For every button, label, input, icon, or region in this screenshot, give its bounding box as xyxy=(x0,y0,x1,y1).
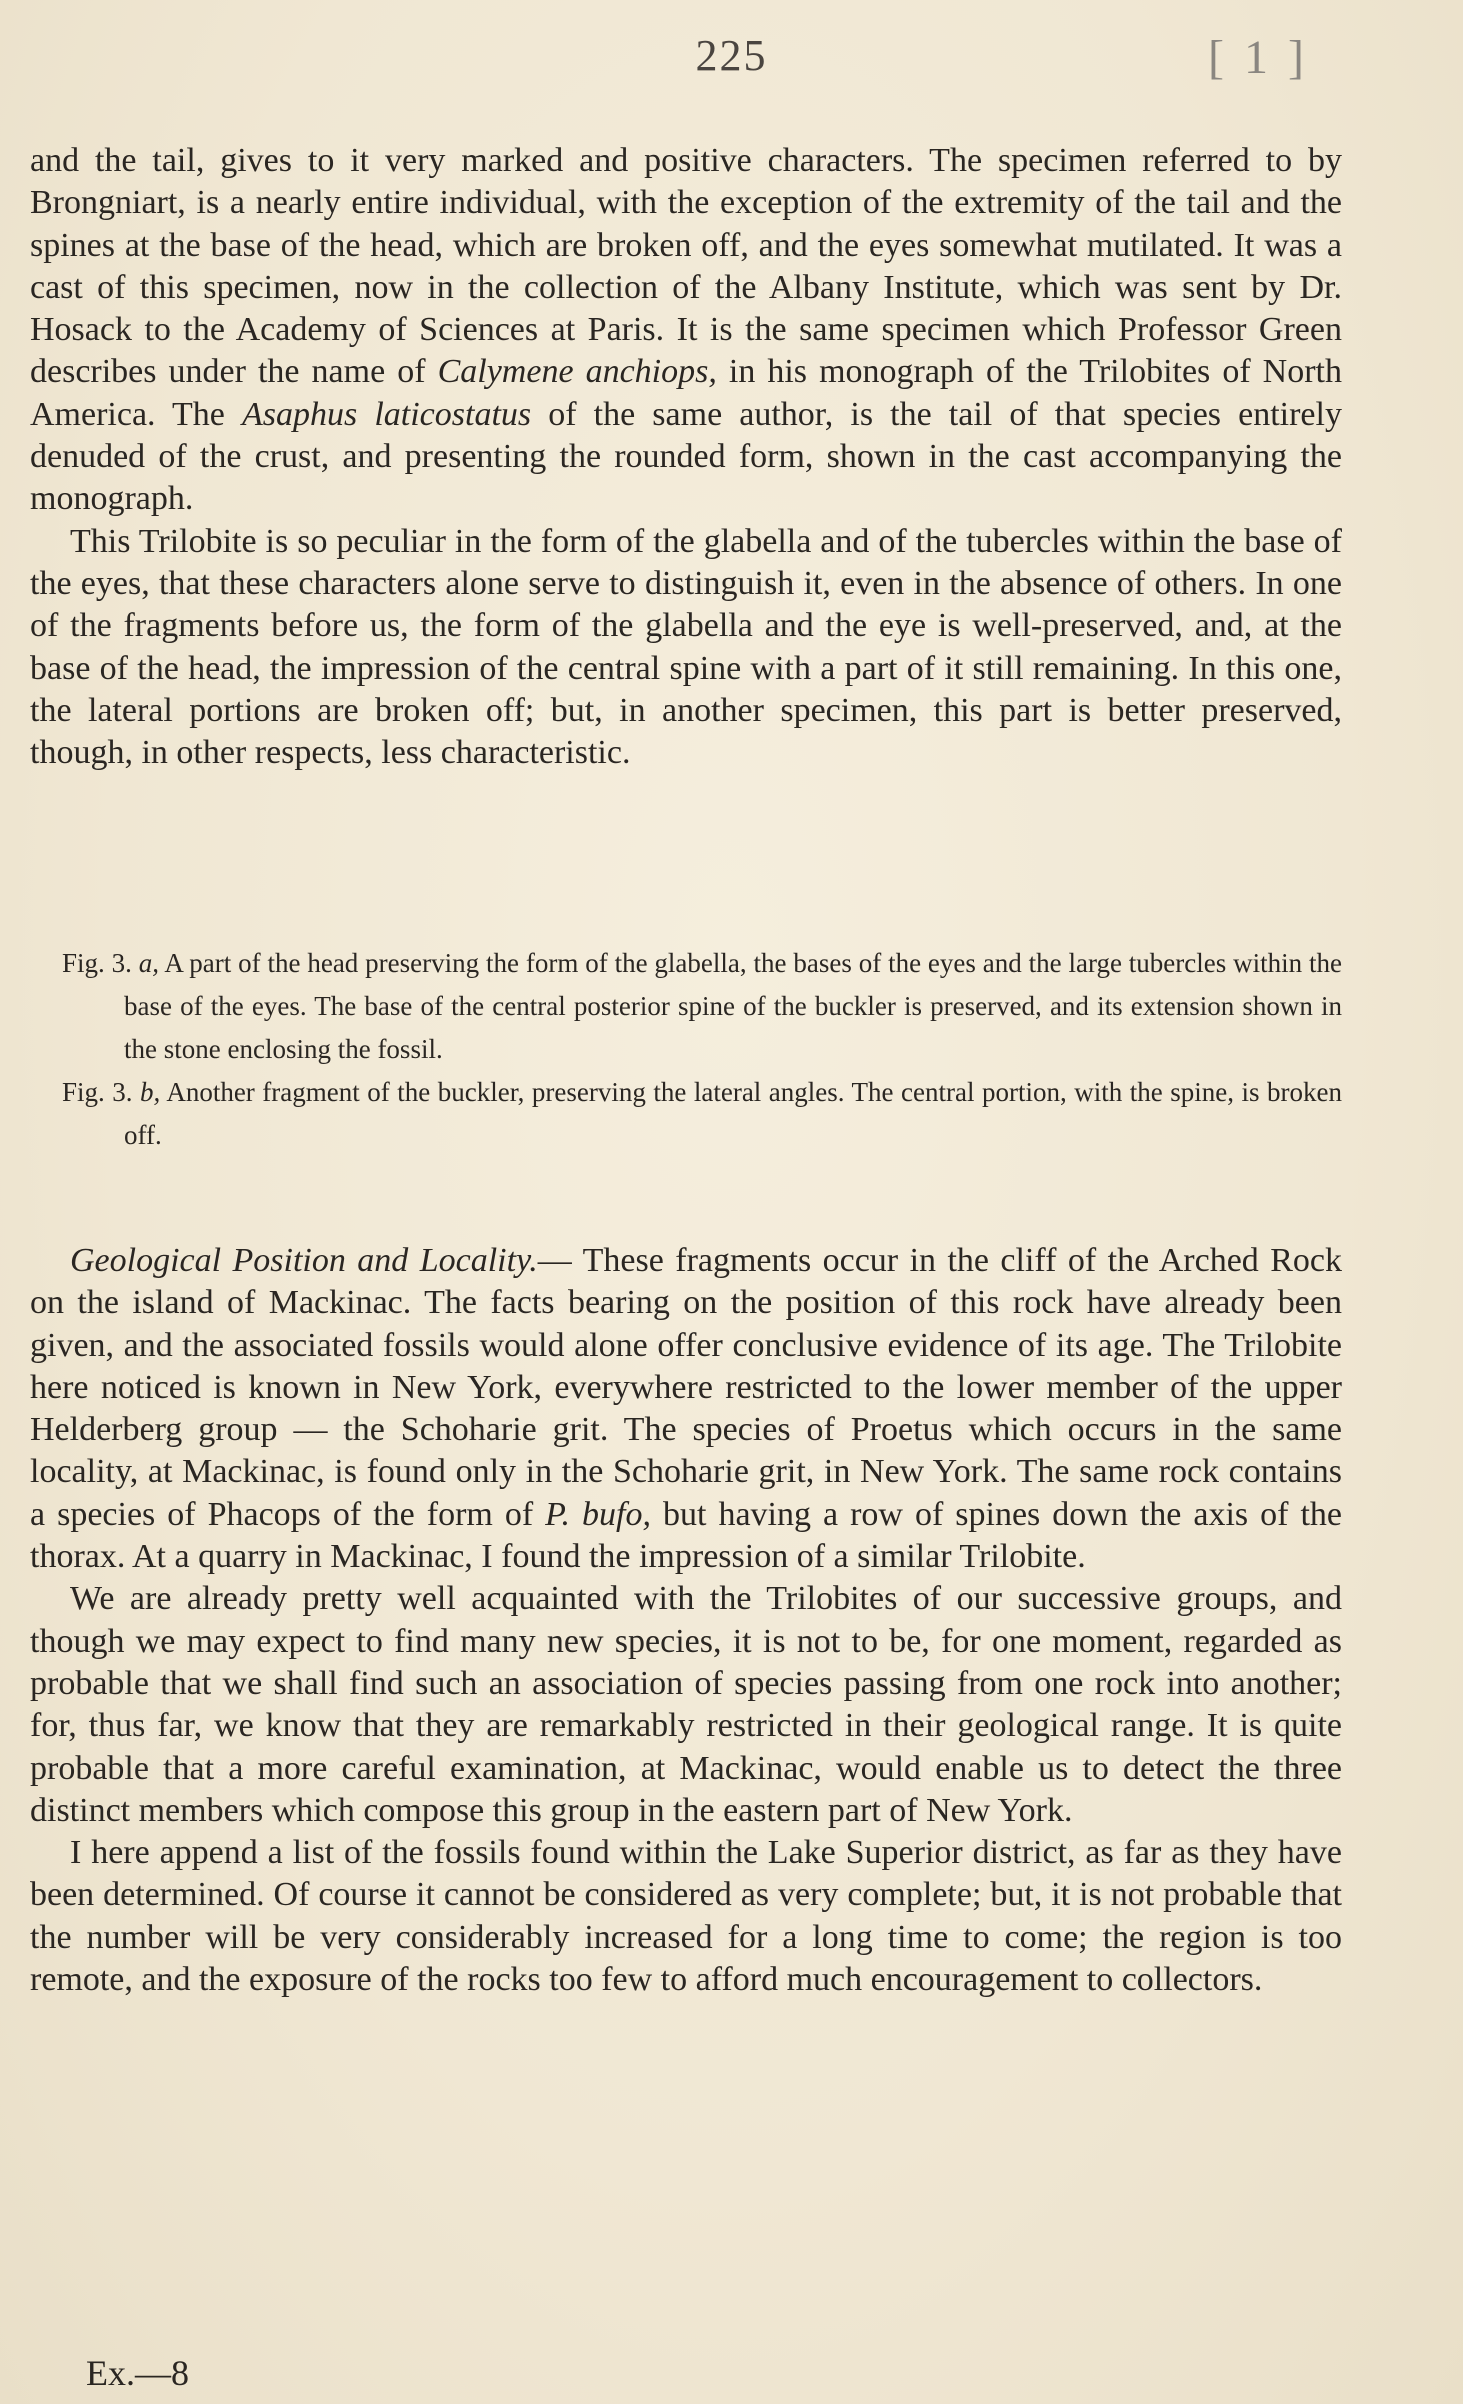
paragraph-locality: Geological Position and Locality.— These fragments occur in the cliff of the Arched Rock on the island of Mackinac. The facts bearing on the position of this rock have already been given, and the associated fossils would alone offer conclusive evidence of its age. The Trilobite here noticed is known in New York, everywhere restricted to the lower member of the upper Helderberg group — the Schoharie grit. The species of Proetus which occurs in the same locality, at Mackinac, is found only in the Schoharie grit, in New York. The same rock contains a species of Phacops of the form of P. bufo, but having a row of spines down the axis of the thorax. At a quarry in Mackinac, I found the impression of a similar Trilobite. xyxy=(30,1242,1343,1576)
paragraph-fossil-list-intro: I here append a list of the fossils found within the Lake Superior district, as far as they have been determined. Of course it cannot be considered as very complete; but, it is not probable that the number will be very considerably increased for a long time to come; the region is too remote, and the exposure of the rocks too few to afford much encouragement to collectors. xyxy=(30,1834,1342,1999)
section-heading: Geological Position and Locality. xyxy=(70,1242,538,1279)
figure-captions xyxy=(62,942,1342,1157)
section-geological-position xyxy=(30,1240,1342,2001)
paragraph-successive-groups: We are already pretty well acquainted with the Trilobites of our successive groups, and though we may expect to find many new species, it is not to be, for one moment, regarded as probable that we shall find such an association of species passing from one rock into another; for, thus far, we know that they are remarkably restricted in their geological range. It is quite probable that a more careful examination, at Mackinac, would enable us to detect the three distinct members which compose this group in the eastern part of New York. xyxy=(30,1580,1342,1829)
paragraph-specimen-history: and the tail, gives to it very marked and positive characters. The specimen referred to by Brongniart, is a nearly entire individual, with the exception of the extremity of the tail and the spines at the base of the head, which are broken off, and the eyes somewhat mutilated. It was a cast of this specimen, now in the collection of the Albany Institute, which was sent by Dr. Hosack to the Academy of Sciences at Paris. It is the same specimen which Professor Green describes under the name of Calymene anchiops, in his monograph of the Trilobites of North America. The Asaphus laticostatus of the same author, is the tail of that species entirely denuded of the crust, and presenting the rounded form, shown in the cast accompanying the monograph. xyxy=(30,142,1342,518)
species-name-calymene: Calymene anchiops, xyxy=(437,353,717,391)
caption-fig-3b: Fig. 3. b, Another fragment of the buckler, preserving the lateral angles. The central portion, with the spine, is broken off. xyxy=(62,1077,1342,1150)
species-name-asaphus: Asaphus laticostatus xyxy=(242,395,532,433)
bracket-page-mark: [ 1 ] xyxy=(1208,31,1308,84)
page-number: 225 xyxy=(695,31,768,80)
caption-fig-3a: Fig. 3. a, A part of the head preserving the form of the glabella, the bases of the eyes and the large tubercles within the base of the eyes. The base of the central posterior spine of the buckler is preserved, and its extension shown in the stone enclosing the fossil. xyxy=(62,948,1342,1064)
paragraph-glabella-characters: This Trilobite is so peculiar in the form of the glabella and of the tubercles within the base of the eyes, that these characters alone serve to distinguish it, even in the absence of others. In one of the fragments before us, the form of the glabella and the eye is well-preserved, and, at the base of the head, the impression of the central spine with a part of it still remaining. In this one, the lateral portions are broken off; but, in another specimen, this part is better preserved, though, in other respects, less characteristic. xyxy=(30,522,1342,772)
species-name-phacops: P. bufo, xyxy=(545,1495,652,1533)
section-trilobite-description xyxy=(30,140,1342,774)
signature-mark: Ex.—8 xyxy=(86,2353,189,2393)
